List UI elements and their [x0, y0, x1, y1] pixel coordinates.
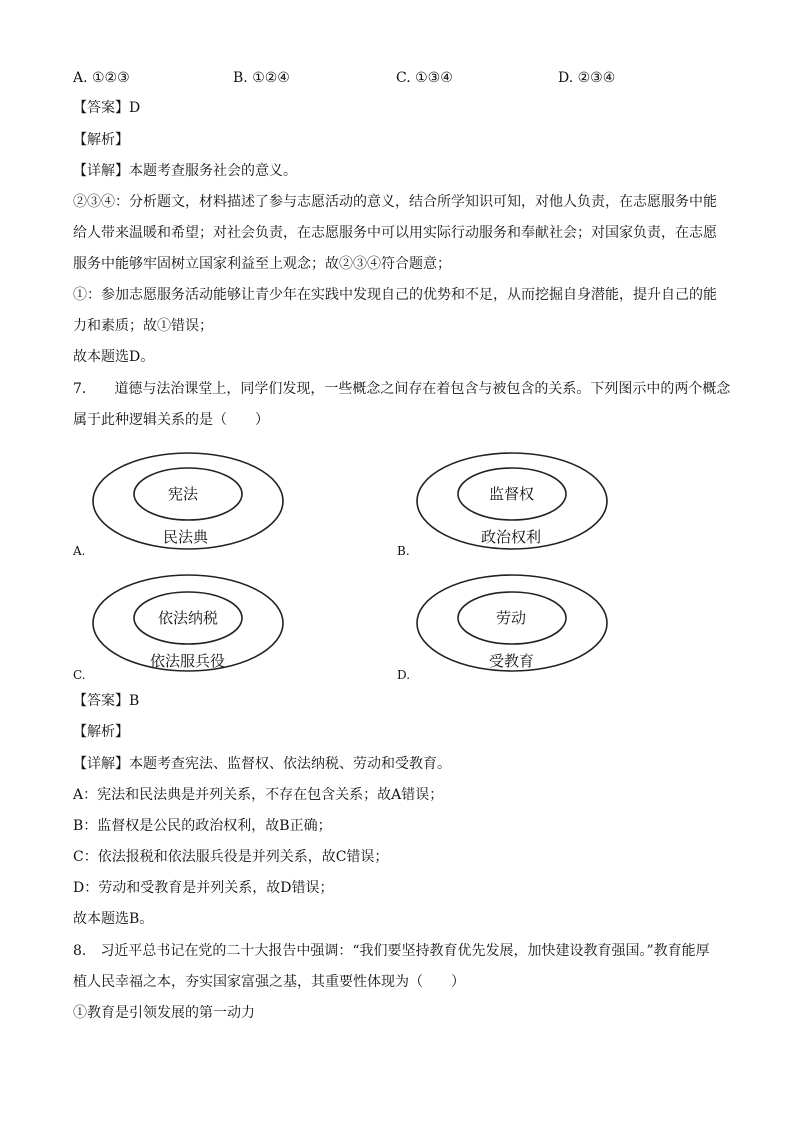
explain-line: ②③④：分析题文，材料描述了参与志愿活动的意义，结合所学知识可知，对他人负责，在志愿服务中能: [73, 194, 717, 210]
detail-text: 【详解】本题考查服务社会的意义。: [73, 163, 297, 179]
explain-line: D：劳动和受教育是并列关系，故D错误；: [73, 880, 334, 896]
choice-item: ①教育是引领发展的第一动力: [73, 1005, 255, 1021]
explain-line: 故本题选B。: [73, 911, 154, 927]
diagram-letter: B.: [397, 544, 410, 558]
explain-line: 给人带来温暖和希望；对社会负责，在志愿服务中可以用实际行动服务和奉献社会；对国家负责，在志愿: [73, 225, 717, 241]
option-b: B. ①②④: [233, 70, 290, 86]
outer-concept: 民法典: [163, 528, 209, 546]
diagram-letter: D.: [397, 668, 411, 682]
answer-label: 【答案】B: [73, 693, 140, 709]
explain-line: 故本题选D。: [73, 349, 155, 365]
question-stem: 植人民幸福之本，夯实国家富强之基，其重要性体现为（ ）: [73, 974, 465, 990]
explain-line: 力和素质；故①错误；: [73, 318, 213, 334]
diagram-letter: A.: [73, 544, 86, 558]
question-stem: 8. 习近平总书记在党的二十大报告中强调：“我们要坚持教育优先发展，加快建设教育强国。”教育能厚: [73, 943, 710, 959]
outer-concept: 依法服兵役: [150, 652, 226, 670]
explain-line: ①：参加志愿服务活动能够让青少年在实践中发现自己的优势和不足，从而挖掘自身潜能，提升自己的能: [73, 287, 717, 303]
question-stem: 属于此种逻辑关系的是（ ）: [73, 412, 269, 428]
outer-concept: 受教育: [489, 652, 535, 670]
analysis-label: 【解析】: [73, 132, 129, 148]
option-d: D. ②③④: [558, 70, 616, 86]
inner-concept: 劳动: [496, 609, 527, 627]
explain-line: B：监督权是公民的政治权利，故B正确；: [73, 818, 332, 834]
detail-text: 【详解】本题考查宪法、监督权、依法纳税、劳动和受教育。: [73, 756, 451, 772]
option-c: C. ①③④: [396, 70, 453, 86]
question-stem: 7. 道德与法治课堂上，同学们发现，一些概念之间存在着包含与被包含的关系。下列图示中的两个概念: [73, 381, 731, 397]
inner-concept: 监督权: [489, 485, 535, 503]
diagram-letter: C.: [73, 668, 86, 682]
answer-label: 【答案】D: [73, 100, 141, 116]
inner-concept: 宪法: [168, 485, 199, 503]
option-a: A. ①②③: [73, 70, 130, 86]
outer-concept: 政治权利: [481, 528, 542, 546]
inner-concept: 依法纳税: [158, 609, 219, 627]
explain-line: 服务中能够牢固树立国家利益至上观念；故②③④符合题意；: [73, 256, 451, 272]
explain-line: C：依法报税和依法服兵役是并列关系，故C错误；: [73, 849, 389, 865]
explain-line: A：宪法和民法典是并列关系，不存在包含关系；故A错误；: [73, 787, 444, 803]
analysis-label: 【解析】: [73, 724, 129, 740]
